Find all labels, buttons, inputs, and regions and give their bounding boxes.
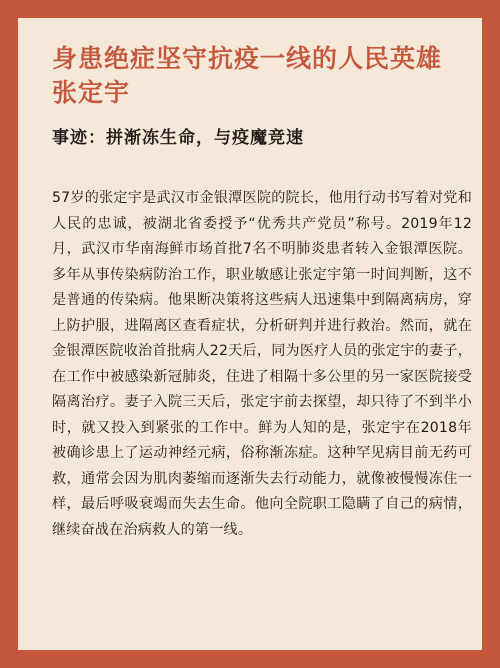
section-subtitle: 事迹：拼渐冻生命，与疫魔竞速: [52, 128, 304, 148]
poster-card: [18, 18, 482, 650]
poster-title: 身患绝症坚守抗疫一线的人民英雄张定宇: [52, 44, 443, 107]
story-paragraph: 57岁的张定宇是武汉市金银潭医院的院长，他用行动书写着对党和人民的忠诚，被湖北省委授予“优秀共产党员”称号。2019年12月，武汉市华南海鲜市场首批7名不明肺炎患者转入金银潭医院。多年从事传染病防治工作，职业敏感让张定宇第一时间判断，这不是普通的传染病。他果断决策将这些病人迅速集中到隔离病房，穿上防护服，进隔离区查看症状，分析研判并进行救治。然而，就在金银潭医院收治首批病人22天后，同为医疗人员的张定宇的妻子，在工作中被感染新冠肺炎，住进了相隔十多公里的另一家医院接受隔离治疗。妻子入院三天后，张定宇前去探望，却只待了不到半小时，就又投入到紧张的工作中。鲜为人知的是，张定宇在2018年被确诊患上了运动神经元病，俗称渐冻症。这种罕见病目前无药可救，通常会因为肌肉萎缩而逐渐失去行动能力，就像被慢慢冻住一样，最后呼吸衰竭而失去生命。他向全院职工隐瞒了自己的病情，继续奋战在治病救人的第一线。: [52, 190, 472, 538]
